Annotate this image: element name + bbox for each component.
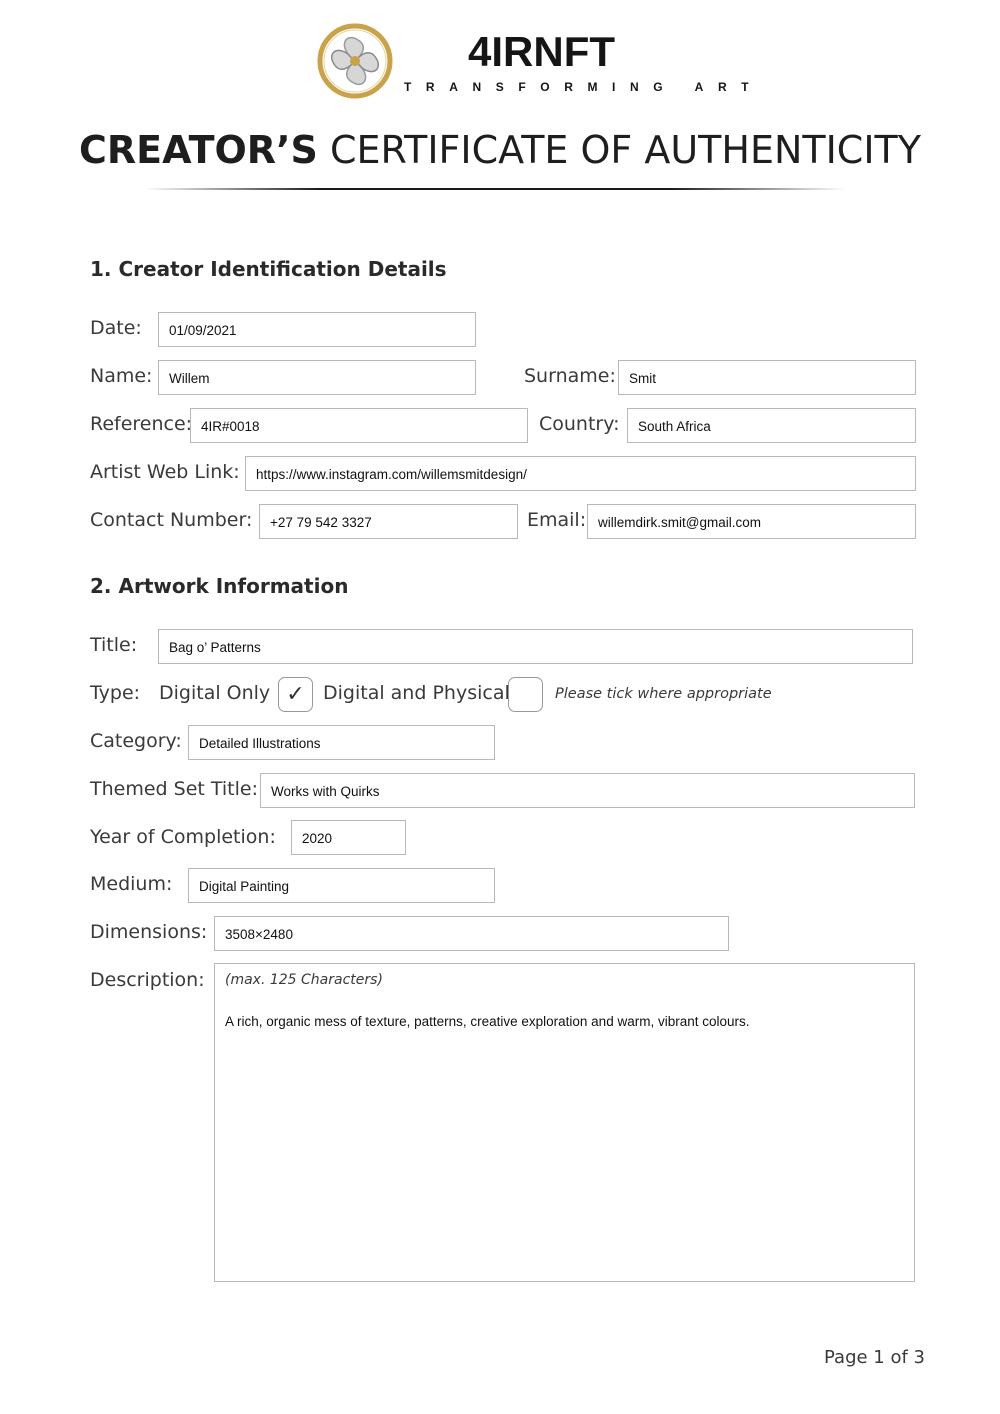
page-title-bold: CREATOR’S (79, 128, 318, 172)
reference-label: Reference: (90, 413, 193, 435)
page-title (0, 128, 1000, 172)
brand-tagline: TRANSFORMING ART (404, 80, 764, 94)
category-field[interactable]: Detailed Illustrations (188, 725, 495, 760)
digital-only-label: Digital Only (159, 682, 271, 704)
surname-label: Surname: (524, 365, 616, 387)
contact-field[interactable]: +27 79 542 3327 (259, 504, 518, 539)
year-field[interactable]: 2020 (291, 820, 406, 855)
type-label: Type: (90, 682, 141, 704)
themed-set-field[interactable]: Works with Quirks (260, 773, 915, 808)
name-field[interactable]: Willem (158, 360, 476, 395)
reference-field[interactable]: 4IR#0018 (190, 408, 528, 443)
date-field[interactable]: 01/09/2021 (158, 312, 476, 347)
description-textarea[interactable] (214, 963, 915, 1282)
section-heading-artwork: 2. Artwork Information (90, 574, 349, 598)
description-label: Description: (90, 969, 205, 991)
medium-field[interactable]: Digital Painting (188, 868, 495, 903)
description-hint: (max. 125 Characters) (225, 972, 383, 988)
weblink-field[interactable]: https://www.instagram.com/willemsmitdesign/ (245, 456, 916, 491)
brand-logo-icon (316, 22, 394, 100)
medium-label: Medium: (90, 873, 173, 895)
tick-hint: Please tick where appropriate (555, 686, 772, 702)
year-label: Year of Completion: (90, 826, 276, 848)
email-field[interactable]: willemdirk.smit@gmail.com (587, 504, 916, 539)
dimensions-field[interactable]: 3508×2480 (214, 916, 729, 951)
themed-set-label: Themed Set Title: (90, 778, 258, 800)
section-heading-creator: 1. Creator Identification Details (90, 257, 447, 281)
email-label: Email: (527, 509, 587, 531)
page-number: Page 1 of 3 (824, 1347, 925, 1368)
contact-label: Contact Number: (90, 509, 253, 531)
title-divider (145, 188, 845, 190)
artwork-title-field[interactable]: Bag o’ Patterns (158, 629, 913, 664)
dimensions-label: Dimensions: (90, 921, 208, 943)
page-title-light: CERTIFICATE OF AUTHENTICITY (317, 128, 921, 172)
digital-physical-label: Digital and Physical (323, 682, 510, 704)
country-field[interactable]: South Africa (627, 408, 916, 443)
brand-name: 4IRNFT (468, 28, 615, 75)
description-text: A rich, organic mess of texture, patterns, creative exploration and warm, vibrant colours. (225, 1014, 750, 1029)
surname-field[interactable]: Smit (618, 360, 916, 395)
weblink-label: Artist Web Link: (90, 461, 240, 483)
checkmark-icon: ✓ (286, 682, 305, 707)
digital-only-checkbox[interactable] (278, 677, 313, 712)
name-label: Name: (90, 365, 153, 387)
category-label: Category: (90, 730, 182, 752)
country-label: Country: (539, 413, 620, 435)
date-label: Date: (90, 317, 142, 339)
digital-physical-checkbox[interactable] (508, 677, 543, 712)
title-label: Title: (90, 634, 138, 656)
